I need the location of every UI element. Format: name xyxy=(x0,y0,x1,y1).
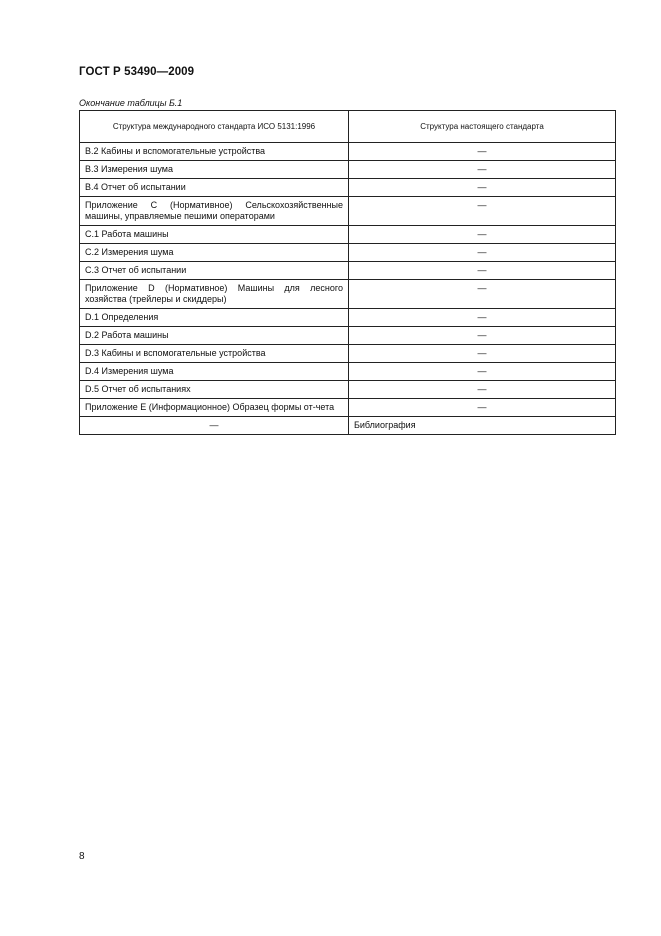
iso-section-cell: D.2 Работа машины xyxy=(80,327,349,345)
gost-section-cell: — xyxy=(349,280,616,309)
correspondence-table xyxy=(79,110,616,435)
table-row xyxy=(80,226,616,244)
iso-section-cell: C.2 Измерения шума xyxy=(80,244,349,262)
iso-section-cell: C.3 Отчет об испытании xyxy=(80,262,349,280)
table-row xyxy=(80,280,616,309)
gost-section-cell: — xyxy=(349,197,616,226)
iso-section-cell: B.4 Отчет об испытании xyxy=(80,179,349,197)
gost-section-cell: — xyxy=(349,345,616,363)
gost-section-cell: — xyxy=(349,244,616,262)
iso-section-cell: Приложение С (Нормативное) Сельскохозяйственные машины, управляемые пешими операторами xyxy=(80,197,349,226)
gost-section-cell: — xyxy=(349,161,616,179)
table-row xyxy=(80,244,616,262)
table-header-row xyxy=(80,111,616,143)
column-header-this-standard-structure: Структура настоящего стандарта xyxy=(349,111,616,143)
gost-section-cell: — xyxy=(349,179,616,197)
table-row xyxy=(80,363,616,381)
iso-section-cell: B.3 Измерения шума xyxy=(80,161,349,179)
iso-section-cell: Приложение D (Нормативное) Машины для лесного хозяйства (трейлеры и скиддеры) xyxy=(80,280,349,309)
gost-section-cell: — xyxy=(349,363,616,381)
document-title: ГОСТ Р 53490—2009 xyxy=(79,66,195,78)
gost-section-cell: — xyxy=(349,309,616,327)
column-header-iso-structure: Структура международного стандарта ИСО 5131:1996 xyxy=(80,111,349,143)
table-row xyxy=(80,262,616,280)
page-number: 8 xyxy=(79,851,85,862)
iso-section-cell: D.1 Определения xyxy=(80,309,349,327)
table-row xyxy=(80,161,616,179)
table-row xyxy=(80,417,616,435)
gost-section-cell: — xyxy=(349,381,616,399)
table-row xyxy=(80,381,616,399)
table-row xyxy=(80,345,616,363)
table-caption: Окончание таблицы Б.1 xyxy=(79,98,183,108)
gost-section-cell: Библиография xyxy=(349,417,616,435)
gost-section-cell: — xyxy=(349,327,616,345)
iso-section-cell: — xyxy=(80,417,349,435)
iso-section-cell: D.3 Кабины и вспомогательные устройства xyxy=(80,345,349,363)
table-row xyxy=(80,179,616,197)
table-row xyxy=(80,197,616,226)
table-row xyxy=(80,309,616,327)
gost-section-cell: — xyxy=(349,399,616,417)
table-row xyxy=(80,327,616,345)
gost-section-cell: — xyxy=(349,143,616,161)
iso-section-cell: Приложение E (Информационное) Образец формы от-чета xyxy=(80,399,349,417)
iso-section-cell: B.2 Кабины и вспомогательные устройства xyxy=(80,143,349,161)
table-row xyxy=(80,399,616,417)
table-row xyxy=(80,143,616,161)
iso-section-cell: D.5 Отчет об испытаниях xyxy=(80,381,349,399)
gost-section-cell: — xyxy=(349,262,616,280)
gost-section-cell: — xyxy=(349,226,616,244)
iso-section-cell: C.1 Работа машины xyxy=(80,226,349,244)
iso-section-cell: D.4 Измерения шума xyxy=(80,363,349,381)
